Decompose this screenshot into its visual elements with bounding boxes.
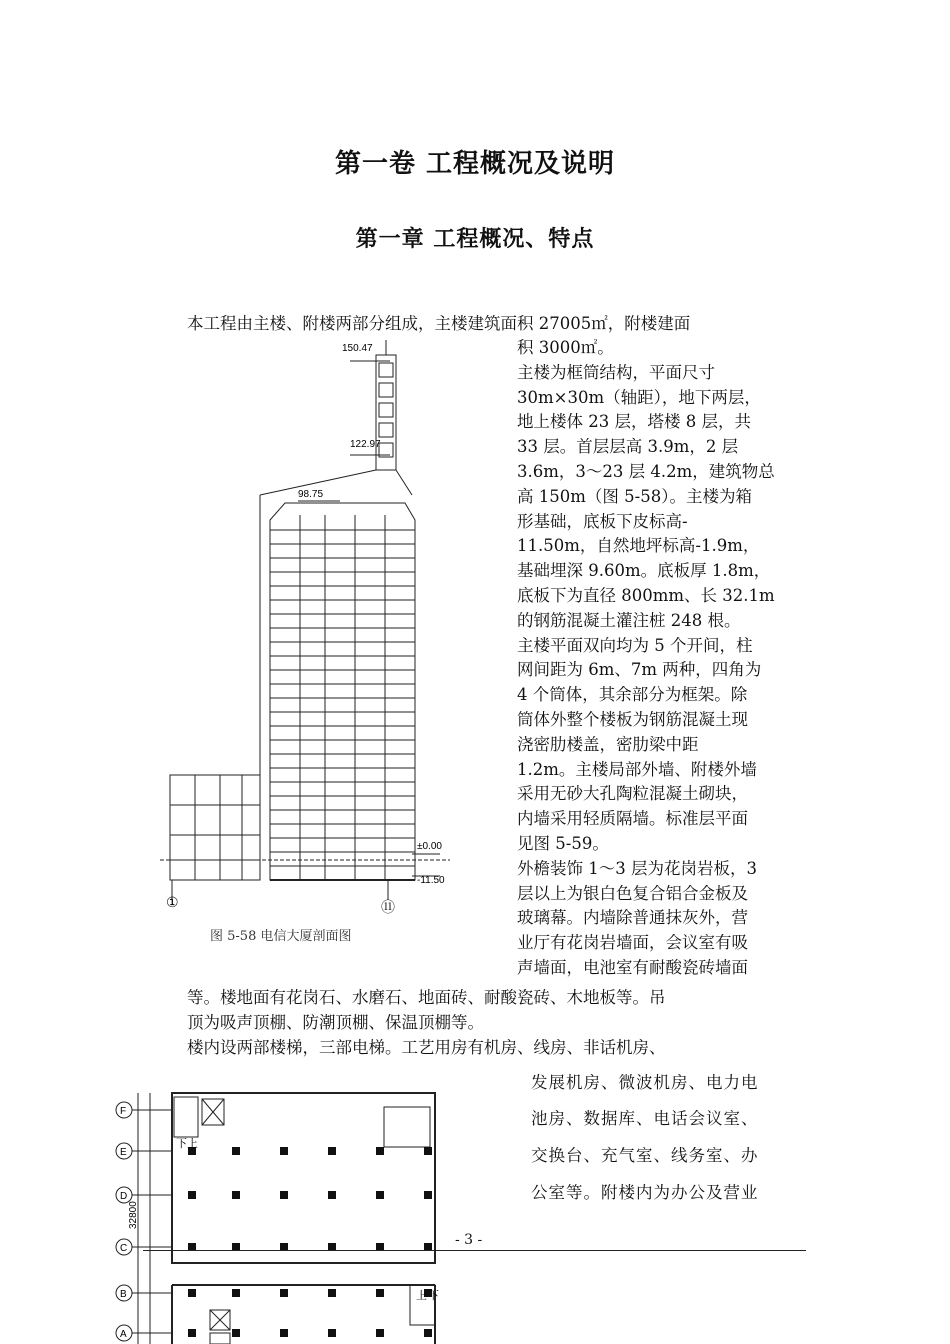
elevation-top-label: 150.47 <box>342 343 373 354</box>
right-column-line: 3.6m，3～23 层 4.2m，建筑物总 <box>517 462 775 481</box>
footer-rule <box>143 1250 806 1251</box>
right-column-line: 高 150m（图 5-58）。主楼为箱 <box>517 486 752 506</box>
right-column-line: 的钢筋混凝土灌注桩 248 根。 <box>517 610 741 630</box>
axis-label: D <box>120 1191 128 1202</box>
axis-label: B <box>120 1289 127 1300</box>
body-line: 交换台、充气室、线务室、办 <box>531 1146 759 1165</box>
plan-column <box>232 1329 240 1337</box>
right-column-line: 见图 5-59。 <box>517 834 609 853</box>
right-column-line: 浇密肋楼盖，密肋梁中距 <box>517 734 699 754</box>
stair-label: 上 <box>416 1290 427 1302</box>
plan-column <box>188 1191 196 1199</box>
stair-label: 上 <box>187 1138 198 1150</box>
stair-label: 下 <box>428 1290 439 1302</box>
plan-column <box>280 1191 288 1199</box>
axis-label: E <box>120 1147 127 1158</box>
right-column-line: 底板下为直径 800mm、长 32.1m <box>517 586 775 605</box>
plan-column <box>328 1147 336 1155</box>
body-line: 顶为吸声顶棚、防潮顶棚、保温顶棚等。 <box>187 1013 484 1032</box>
plan-column <box>232 1147 240 1155</box>
elevation-roof-label: 98.75 <box>298 489 324 500</box>
right-column-line: 1.2m。主楼局部外墙、附楼外墙 <box>517 759 757 779</box>
right-column-line: 采用无砂大孔陶粒混凝土砌块， <box>517 784 748 804</box>
right-column-line: 内墙采用轻质隔墙。标准层平面 <box>517 809 748 829</box>
stair-label: 下 <box>176 1138 187 1150</box>
plan-column <box>280 1147 288 1155</box>
plan-column <box>328 1329 336 1337</box>
plan-column <box>188 1289 196 1297</box>
body-line: 发展机房、微波机房、电力电 <box>531 1073 759 1092</box>
chapter-title: 第一章 工程概况、特点 <box>355 227 595 252</box>
plan-column <box>328 1191 336 1199</box>
floor-plan-drawing <box>110 1085 455 1344</box>
right-column-line: 筒体外整个楼板为钢筋混凝土现 <box>517 710 748 729</box>
elevation-base-label: -11.50 <box>417 875 445 886</box>
axis-label-right: ⑪ <box>381 899 395 915</box>
plan-column <box>376 1329 384 1337</box>
plan-column <box>424 1147 432 1155</box>
section-drawing <box>150 335 510 920</box>
plan-column <box>188 1329 196 1337</box>
right-column-line: 33 层。首层层高 3.9m，2 层 <box>517 437 739 457</box>
axis-label-left: ① <box>166 894 179 910</box>
plan-column <box>424 1329 432 1337</box>
right-column-line: 30m×30m（轴距），地下两层， <box>517 387 761 407</box>
plan-column <box>376 1289 384 1297</box>
right-column-line: 基础埋深 9.60m。底板厚 1.8m， <box>517 561 771 581</box>
plan-column <box>376 1191 384 1199</box>
elevation-zero-label: ±0.00 <box>417 841 442 852</box>
right-column-line: 层以上为银白色复合铝合金板及 <box>517 883 748 903</box>
axis-label: C <box>120 1243 128 1254</box>
right-column-line: 4 个筒体，其余部分为框架。除 <box>517 685 748 705</box>
intro-paragraph-line: 本工程由主楼、附楼两部分组成，主楼建筑面积 27005㎡，附楼建面 <box>187 314 691 333</box>
right-column-line: 11.50m，自然地坪标高-1.9m， <box>517 536 760 556</box>
figure-caption: 图 5-58 电信大厦剖面图 <box>210 929 352 944</box>
right-column-line: 业厅有花岗岩墙面，会议室有吸 <box>517 933 748 953</box>
right-column-line: 地上楼体 23 层，塔楼 8 层，共 <box>517 412 751 432</box>
body-line: 公室等。附楼内为办公及营业 <box>531 1183 759 1202</box>
plan-column <box>280 1289 288 1297</box>
right-column-line: 声墙面，电池室有耐酸瓷砖墙面 <box>517 958 748 977</box>
plan-column <box>232 1191 240 1199</box>
page-number: - 3 - <box>455 1232 483 1248</box>
elevation-mid-label: 122.97 <box>350 439 381 450</box>
right-column-line: 主楼为框筒结构，平面尺寸 <box>517 362 715 382</box>
axis-label: F <box>120 1106 127 1117</box>
right-column-line: 外檐装饰 1～3 层为花岗岩板，3 <box>517 858 757 878</box>
right-column-line: 网间距为 6m、7m 两种，四角为 <box>517 660 762 680</box>
plan-column <box>328 1289 336 1297</box>
body-line: 池房、数据库、电话会议室、 <box>531 1109 759 1128</box>
body-line: 楼内设两部楼梯，三部电梯。工艺用房有机房、线房、非话机房、 <box>187 1038 666 1057</box>
plan-column <box>232 1289 240 1297</box>
plan-dimension-label: 32800 <box>128 1201 139 1229</box>
right-column-line: 积 3000㎡。 <box>517 338 614 357</box>
right-column-line: 形基础，底板下皮标高- <box>517 511 688 531</box>
plan-column <box>424 1191 432 1199</box>
plan-column <box>280 1329 288 1337</box>
axis-label: A <box>120 1329 127 1340</box>
plan-column <box>376 1147 384 1155</box>
right-column-line: 主楼平面双向均为 5 个开间，柱 <box>517 635 753 655</box>
right-column-line: 玻璃幕。内墙除普通抹灰外，营 <box>517 908 748 928</box>
volume-title: 第一卷 工程概况及说明 <box>334 149 616 179</box>
body-line: 等。楼地面有花岗石、水磨石、地面砖、耐酸瓷砖、木地板等。吊 <box>187 988 666 1007</box>
